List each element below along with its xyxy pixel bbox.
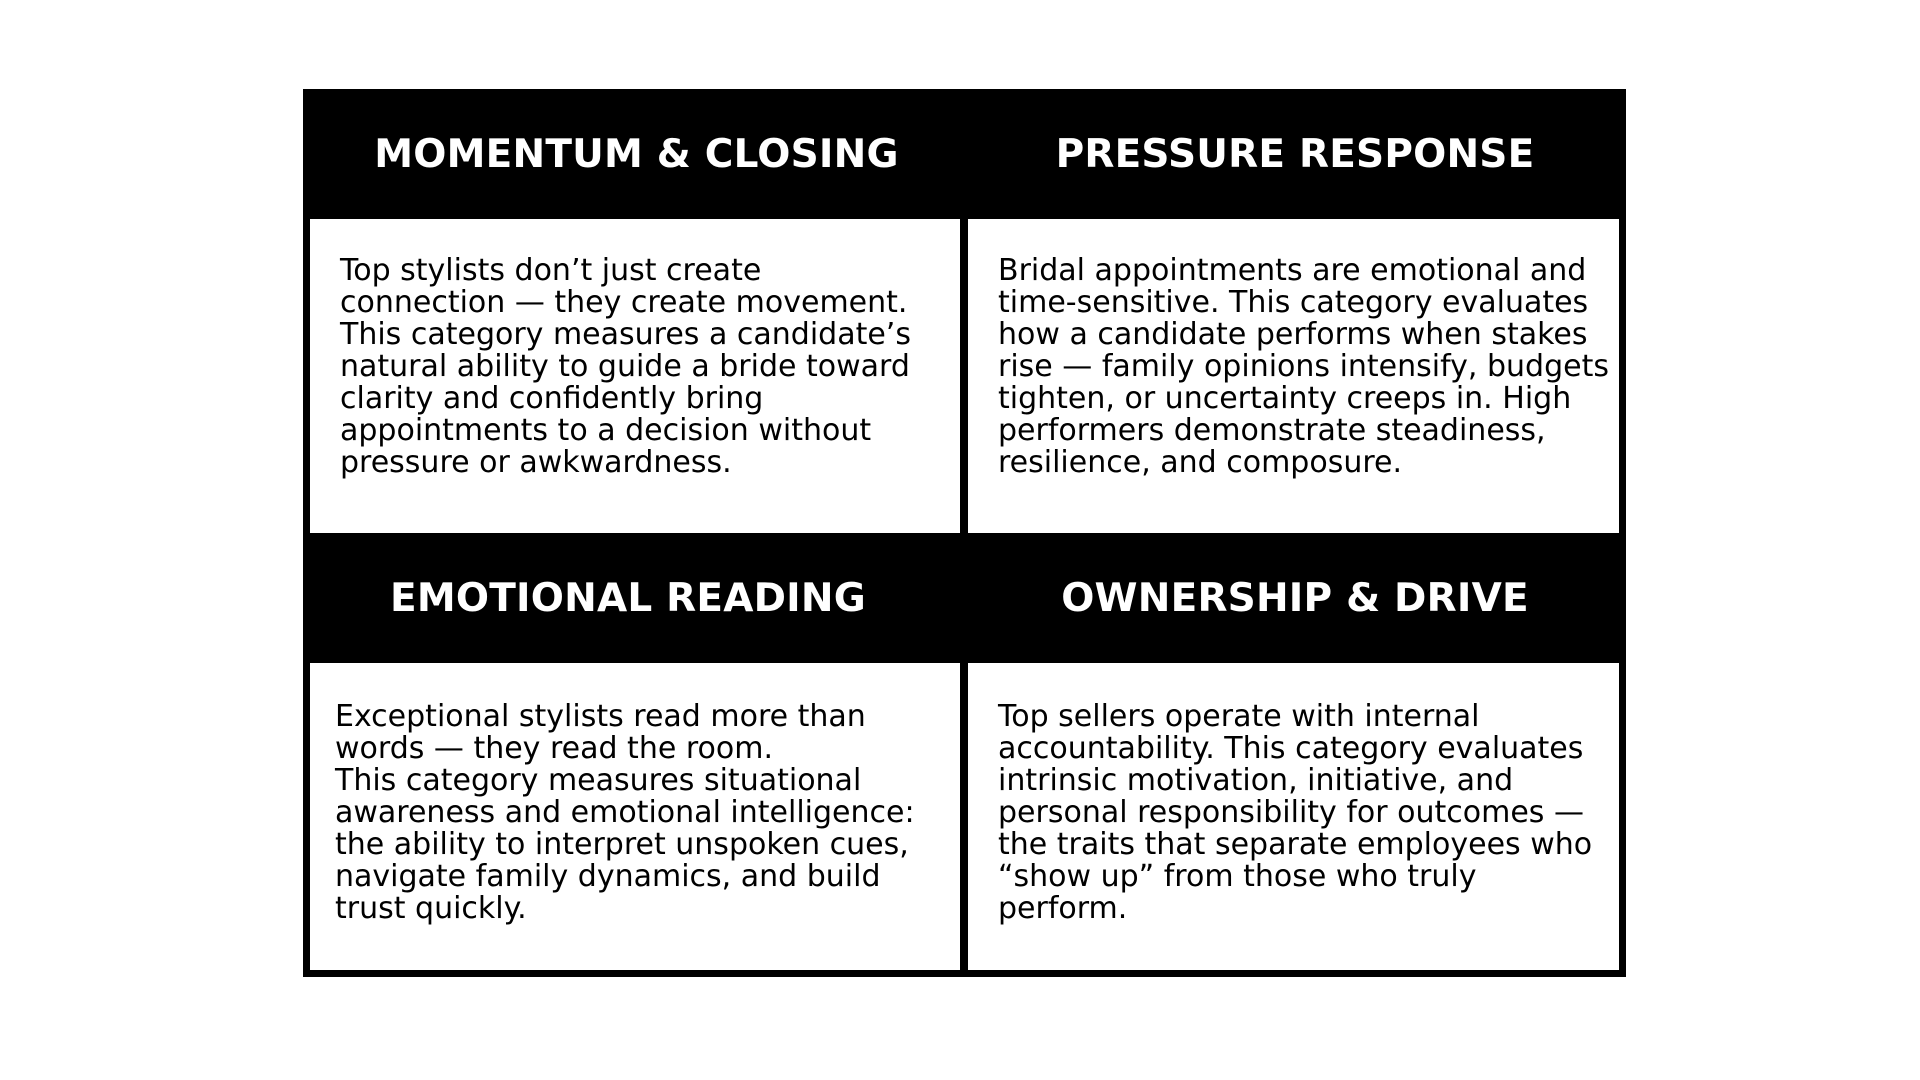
header-title: EMOTIONAL READING xyxy=(390,575,866,621)
description-momentum-closing: Top stylists don’t just create connection — they create movement. This category measures a candidate’s natural ability to guide a bride toward clarity and confidently bring appointments to a decision without pressure or awkwardness. xyxy=(310,219,960,533)
header-ownership-drive xyxy=(964,533,1626,663)
header-title: PRESSURE RESPONSE xyxy=(1055,131,1535,177)
header-emotional-reading xyxy=(303,533,953,663)
description-pressure-response: Bridal appointments are emotional and time-sensitive. This category evaluates how a candidate performs when stakes rise — family opinions intensify, budgets tighten, or uncertainty creeps in. High performers demonstrate steadiness, resilience, and composure. xyxy=(968,219,1619,533)
description-ownership-drive: Top sellers operate with internal accountability. This category evaluates intrinsic motivation, initiative, and personal responsibility for outcomes — the traits that separate employees who “show up” from those who truly perform. xyxy=(968,663,1619,970)
header-pressure-response xyxy=(964,89,1626,219)
description-emotional-reading: Exceptional stylists read more than words — they read the room. This category measures situational awareness and emotional intelligence: the ability to interpret unspoken cues, navigate family dynamics, and build trust quickly. xyxy=(310,663,960,970)
header-momentum-closing xyxy=(303,89,964,219)
header-title: OWNERSHIP & DRIVE xyxy=(1061,575,1529,621)
category-grid xyxy=(303,89,1626,977)
header-title: MOMENTUM & CLOSING xyxy=(374,131,899,177)
